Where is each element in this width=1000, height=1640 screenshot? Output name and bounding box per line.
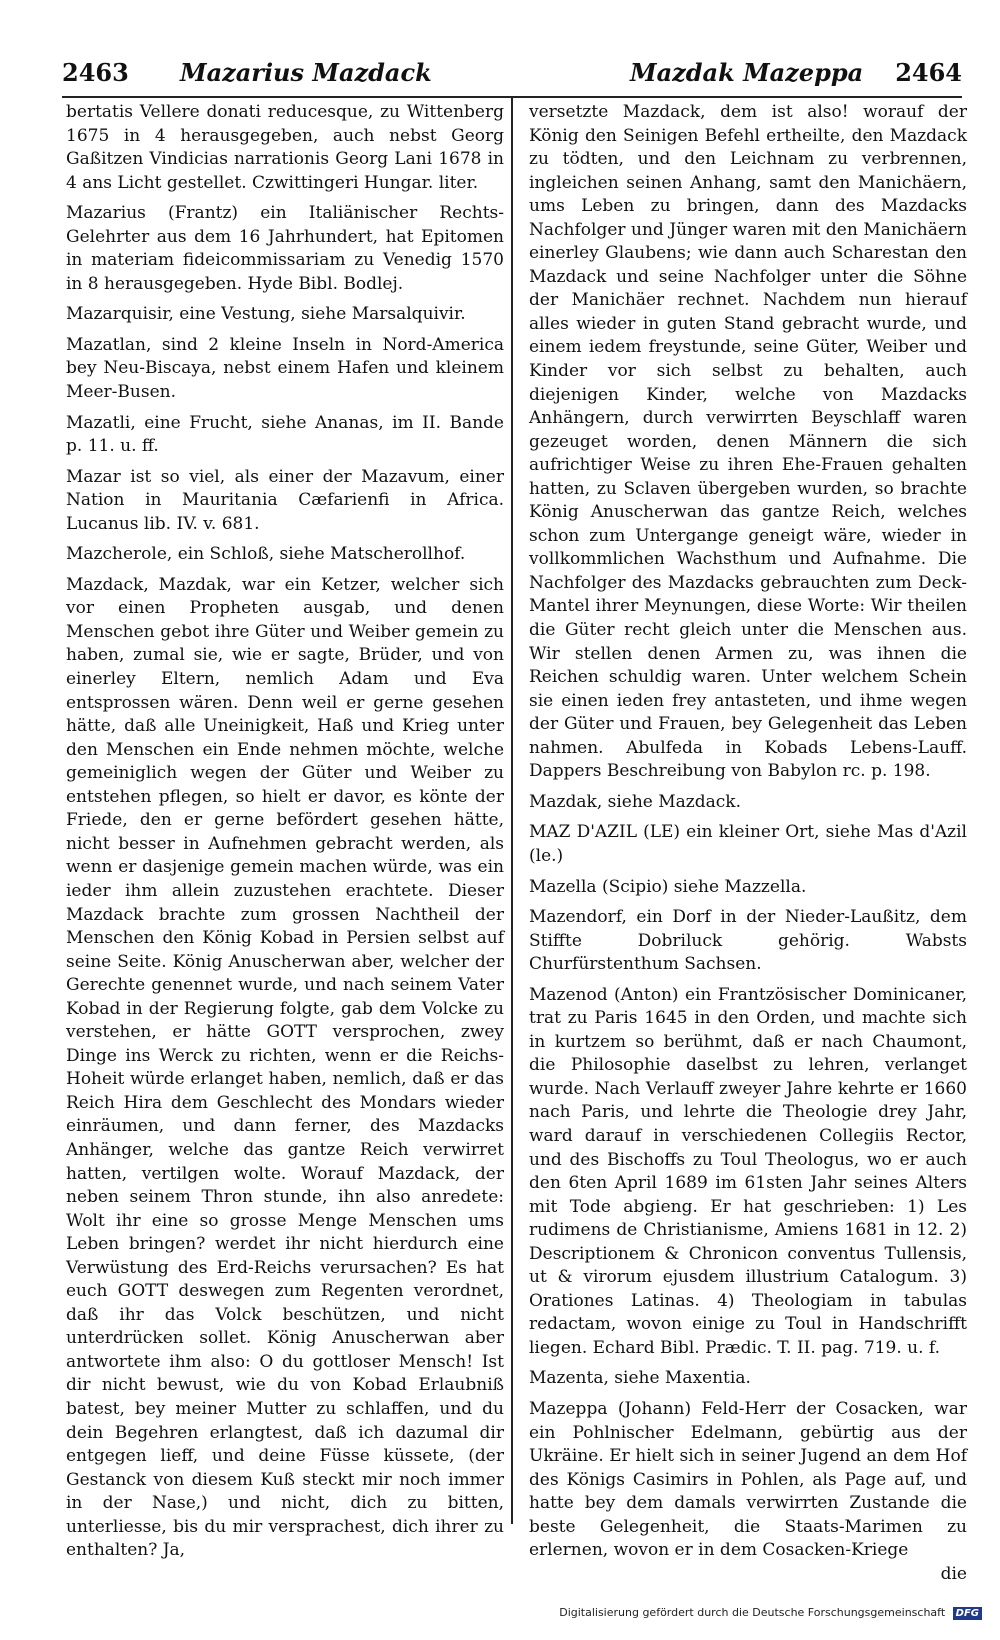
entry-mazcherole: Mazcherole, ein Schloß, siehe Matscherollhof. <box>66 544 466 565</box>
left-column <box>66 101 504 1563</box>
footer-text: Digitalisierung gefördert durch die Deutsche Forschungsgemeinschaft <box>559 1606 946 1619</box>
digitization-footer <box>559 1606 982 1620</box>
entry-mazarquisir: Mazarquisir, eine Vestung, siehe Marsalquivir. <box>66 304 466 325</box>
entry-mazeppa: Mazeppa (Johann) Feld-Herr der Cosacken, war ein Pohlnischer Edelmann, gebürtig aus der Ukräine. Er hielt sich in seiner Jugend an dem Hof des Königs Casimirs in Pohlen, als Page auf, und hatte bey dem damals verwirrten Zustande die beste Gelegenheit, die Staats-Marimen zu erlernen, wovon er in dem Cosacken-Kriege <box>529 1398 967 1561</box>
entry-mazdack-continued: versetzte Mazdack, dem ist also! worauf der König den Seinigen Befehl ertheilte, den Mazdack zu tödten, und den Leichnam zu verbrennen, ingleichen seinen Anhang, samt den Manichäern, ums Leben zu bringen, dann des Mazdacks Nachfolger und Jünger waren mit den Manichäern einerley Glaubens; wie dann auch Scharestan den Mazdack und seine Nachfolger unter die Söhne der Manichäer rechnet. Nachdem nun hierauf alles wieder in guten Stand gebracht wurde, und einem iedem freystunde, seine Güter, Weiber und Kinder vor sich selbst zu behalten, auch diejenigen Kinder, welche von Mazdacks Anhängern, durch verwirrten Beyschlaff waren gezeuget worden, denen Männern die sich aufrichtiger Weise zu ihren Ehe-Frauen gehalten hatten, zu Sclaven übergeben wurden, so brachte König Anuscherwan das gantze Reich, welches schon zum Untergange geneigt wäre, wieder in vollkommlichen Wachsthum und Aufnahme. Die Nachfolger des Mazdacks gebrauchten zum Deck-Mantel ihrer Meynungen, diese Worte: Wir theilen die Güter recht gleich unter die Menschen aus. Wir stellen denen Armen zu, was ihnen die Reichen schuldig waren. Unter welchem Schein sie einen ieden frey antasteten, und ihme wegen der Güter und Frauen, bey Gelegenheit das Leben nahmen. Abulfeda in Kobads Lebens-Lauff. Dappers Beschreibung von Babylon rc. p. 198. <box>529 102 967 782</box>
catchword: die <box>940 1563 967 1584</box>
entry-mazar: Mazar ist so viel, als einer der Mazavum, einer Nation in Mauritania Cæfarienfi in Africa. Lucanus lib. IV. v. 681. <box>66 466 504 534</box>
entry-paragraph: bertatis Vellere donati reducesque, zu Wittenberg 1675 in 4 herausgegeben, auch nebst Georg Gaßitzen Vindicias narrationis Georg Lani 1678 in 4 ans Licht gestellet. Czwittingeri Hungar. liter. <box>66 102 504 193</box>
page-number-left: 2463 <box>62 58 129 87</box>
right-column <box>529 101 967 1586</box>
page-header <box>62 58 962 92</box>
entry-mazella: Mazella (Scipio) siehe Mazzella. <box>529 876 807 897</box>
entry-mazarius: Mazarius (Frantz) ein Italiänischer Rechts-Gelehrter aus dem 16 Jahrhundert, hat Epitomen in materiam fideicommissariam zu Venedig 1570 in 8 herausgegeben. Hyde Bibl. Bodlej. <box>66 203 504 294</box>
entry-mazendorf: Mazendorf, ein Dorf in der Nieder-Laußitz, dem Stiffte Dobriluck gehörig. Wabsts Churfürstenthum Sachsen. <box>529 907 967 975</box>
column-divider <box>511 98 513 1524</box>
page-number-right: 2464 <box>895 58 962 87</box>
entry-maz-dazil: MAZ D'AZIL (LE) ein kleiner Ort, siehe Mas d'Azil (le.) <box>529 822 967 866</box>
running-head-left: Mazarius Mazdack <box>180 58 432 87</box>
entry-mazdak: Mazdak, siehe Mazdack. <box>529 791 742 812</box>
dfg-logo: DFG <box>953 1607 982 1620</box>
entry-mazenod: Mazenod (Anton) ein Frantzösischer Dominicaner, trat zu Paris 1645 in den Orden, und machte sich in kurtzem so berühmt, daß er nach Chaumont, die Philosophie daselbst zu lehren, verlanget wurde. Nach Verlauff zweyer Jahre kehrte er 1660 nach Paris, und lehrte die Theologie drey Jahr, ward darauf in verschiedenen Collegiis Rector, und des Bischoffs zu Toul Theologus, wo er auch den 6ten April 1689 im 61sten Jahr seines Alters mit Tode abgieng. Er hat geschrieben: 1) Les rudimens de Christianisme, Amiens 1681 in 12. 2) Descriptionem & Chronicon conventus Tullensis, ut & virorum ejusdem illustrium Catalogum. 3) Orationes Latinas. 4) Theologiam in tabulas redactam, wovon einige zu Toul in Handschrifft liegen. Echard Bibl. Prædic. T. II. pag. 719. u. f. <box>529 984 967 1358</box>
entry-mazenta: Mazenta, siehe Maxentia. <box>529 1368 751 1389</box>
entry-mazatli: Mazatli, eine Frucht, siehe Ananas, im II. Bande p. 11. u. ff. <box>66 412 504 457</box>
entry-mazdack: Mazdack, Mazdak, war ein Ketzer, welcher sich vor einen Propheten ausgab, und denen Menschen gebot ihre Güter und Weiber gemein zu haben, zumal sie, wie er sagte, Brüder, und von einerley Eltern, nemlich Adam und Eva entsprossen wären. Denn weil er gerne gesehen hätte, daß alle Uneinigkeit, Haß und Krieg unter den Menschen ein Ende nehmen möchte, welche gemeiniglich wegen der Güter und Weiber zu entstehen pflegen, so hielt er davor, es könte der Friede, den er gerne befördert gesehen hätte, nicht besser in Aufnehmen gebracht werden, als wenn er dasjenige gemein machen würde, was ein ieder ihm allein zuzustehen erachtete. Dieser Mazdack brachte zum grossen Nachtheil der Menschen den König Kobad in Persien selbst auf seine Seite. König Anuscherwan aber, welcher der Gerechte genennet wurde, und nach seinem Vater Kobad in der Regierung folgte, gab dem Volcke zu verstehen, er hätte GOTT versprochen, zwey Dinge ins Werck zu richten, wenn er die Reichs-Hoheit würde erlanget haben, nemlich, daß er das Reich Hira dem Geschlecht des Mondars wieder einräumen, und dann ferner, des Mazdacks Anhänger, welche das gantze Reich verwirret hatten, vertilgen wolte. Worauf Mazdack, der neben seinem Thron stunde, ihn also anredete: Wolt ihr eine so grosse Menge Menschen ums Leben bringen? werdet ihr nicht hierdurch eine Verwüstung des Erd-Reichs verursachen? Es hat euch GOTT deswegen zum Regenten verordnet, daß ihr das Volck beschützen, und nicht unterdrücken sollet. König Anuscherwan aber antwortete ihm also: O du gottloser Mensch! Ist dir nicht bewust, wie du von Kobad Erlaubniß batest, bey meiner Mutter zu schlaffen, und du dein Begehren erlangtest, daß ich dazumal dir entgegen lieff, und deine Füsse küssete, (der Gestanck von diesem Kuß steckt mir noch immer in der Nase,) und nicht, dich zu bitten, unterliesse, bis du mir versprachest, dich ihrer zu enthalten? Ja, <box>66 574 504 1561</box>
running-head-right: Mazdak Mazeppa <box>630 58 864 87</box>
entry-mazatlan: Mazatlan, sind 2 kleine Inseln in Nord-America bey Neu-Biscaya, nebst einem Hafen und kleinem Meer-Busen. <box>66 334 504 403</box>
